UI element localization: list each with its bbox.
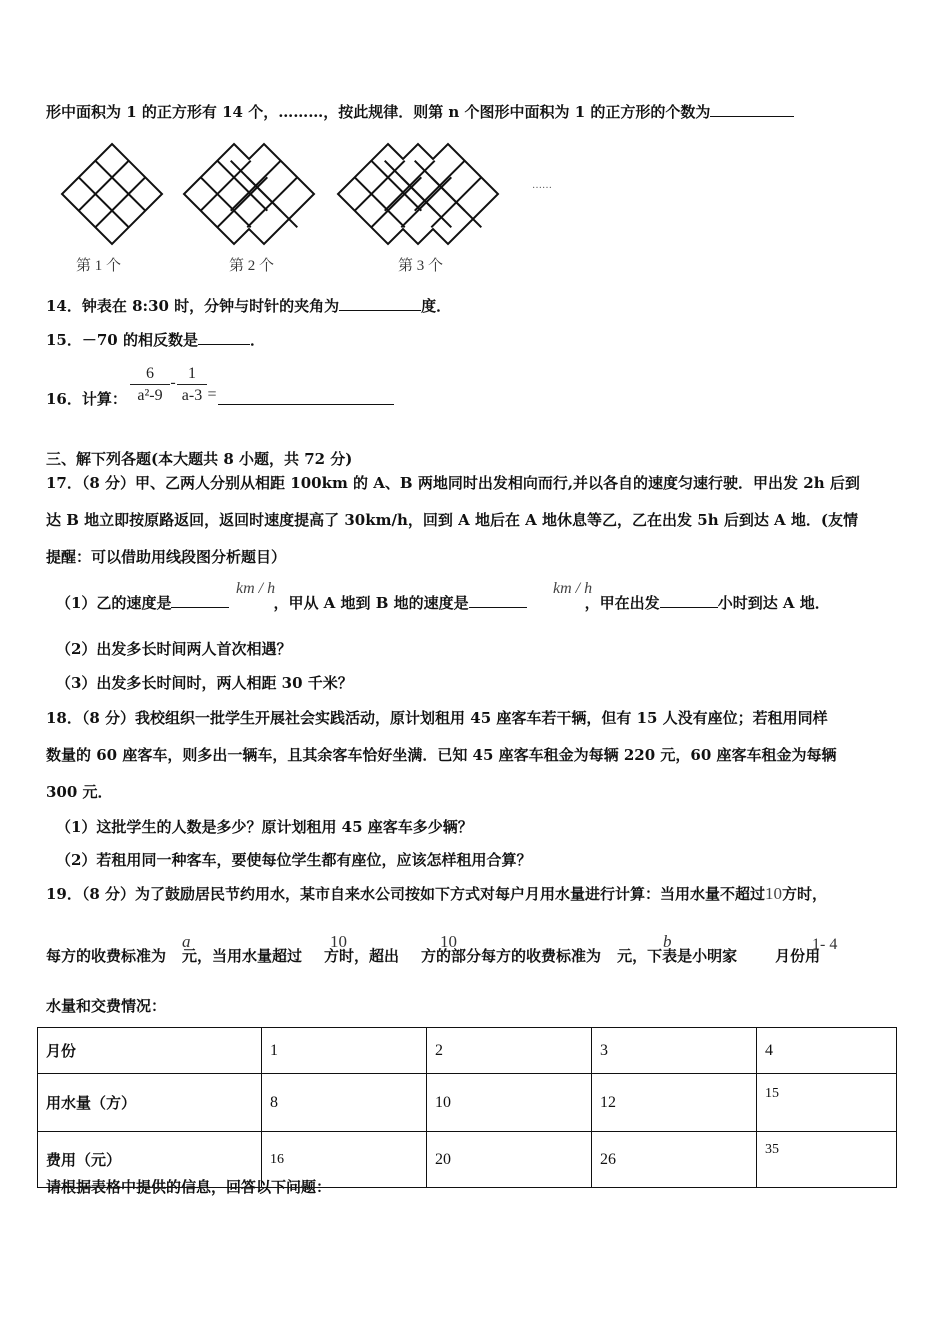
q13-line bbox=[46, 102, 794, 122]
q14-answer-blank[interactable] bbox=[339, 296, 421, 311]
q19-followup: 请根据表格中提供的信息，回答以下问题： bbox=[46, 1178, 332, 1196]
q15-answer-blank[interactable] bbox=[198, 330, 250, 345]
table-cell-month-2: 2 bbox=[427, 1028, 592, 1074]
q17-blank-1[interactable] bbox=[171, 593, 229, 608]
q17-p1-text-d: 小时到达 A 地． bbox=[717, 594, 830, 612]
q16-equals: = bbox=[207, 386, 217, 403]
q17-blank-3[interactable] bbox=[660, 593, 718, 608]
section-3-title: 三、解下列各题(本大题共 8 小题，共 72 分) bbox=[46, 450, 353, 468]
q18-line-1: 18．（8 分）我校组织一批学生开展社会实践活动，原计划租用 45 座客车若干辆，但有 15 人没有座位；若租用同样 bbox=[46, 709, 828, 727]
q15-end: ． bbox=[249, 331, 265, 349]
q16-numerator-2: 1 bbox=[188, 365, 196, 382]
q17-unit-1: km / h bbox=[236, 580, 276, 597]
table-cell-usage-1: 8 bbox=[262, 1074, 427, 1132]
q19-text-2c: 方时，超出 bbox=[324, 947, 400, 965]
q13-answer-blank[interactable] bbox=[710, 102, 794, 117]
q19-var-a: a bbox=[182, 932, 191, 951]
q17-blank-2[interactable] bbox=[469, 593, 527, 608]
water-usage-table bbox=[37, 1027, 897, 1188]
q16-answer-blank[interactable] bbox=[218, 390, 394, 405]
q19-text-2f: 月份用 bbox=[775, 947, 821, 965]
q18-line-3: 300 元． bbox=[46, 783, 113, 801]
table-row-month bbox=[38, 1028, 897, 1074]
q19-text-2e: 元，下表是小明家 bbox=[617, 947, 738, 965]
q16-fraction-2 bbox=[177, 364, 207, 407]
table-cell-usage-4: 15 bbox=[757, 1074, 897, 1132]
q19-text-2b: 元，当用水量超过 bbox=[182, 947, 303, 965]
figure-1 bbox=[60, 142, 164, 246]
q13-text: 形中面积为 1 的正方形有 14 个，………，按此规律．则第 n 个图形中面积为 1 的正方形的个数为 bbox=[46, 103, 711, 121]
q19-ten-1: 10 bbox=[765, 884, 783, 903]
q16-numerator-1: 6 bbox=[146, 365, 154, 382]
table-cell-month-3: 3 bbox=[592, 1028, 757, 1074]
q17-line-2: 达 B 地立即按原路返回，返回时速度提高了 30km/h，回到 A 地后在 A 地休息等乙，乙在出发 5h 后到达 A 地．(友情 bbox=[46, 511, 859, 529]
figure-2-caption: 第 2 个 bbox=[229, 258, 275, 274]
table-cell-usage-3: 12 bbox=[592, 1074, 757, 1132]
table-cell-month-1: 1 bbox=[262, 1028, 427, 1074]
table-cell-month-4: 4 bbox=[757, 1028, 897, 1074]
figure-3-caption: 第 3 个 bbox=[398, 258, 444, 274]
table-cell-fee-2: 20 bbox=[427, 1132, 592, 1188]
q19-line-3: 水量和交费情况： bbox=[46, 997, 167, 1015]
q14-text: 14．钟表在 8:30 时，分钟与时针的夹角为 bbox=[46, 297, 340, 315]
q15-text: 15．－70 的相反数是 bbox=[46, 331, 198, 349]
q17-p1-text-a: （1）乙的速度是 bbox=[56, 594, 172, 612]
q19-text-2d: 方的部分每方的收费标准为 bbox=[421, 947, 602, 965]
q16-denominator-2: a-3 bbox=[177, 384, 207, 407]
q16-fraction-1 bbox=[130, 364, 170, 407]
q19-ten-2: 10 bbox=[330, 932, 347, 951]
q17-part-1 bbox=[56, 593, 830, 613]
table-header-fee: 费用（元） bbox=[38, 1132, 262, 1188]
q17-unit-2: km / h bbox=[553, 580, 593, 597]
q19-month-range: 1- 4 bbox=[812, 936, 838, 953]
q18-part-2: （2）若租用同一种客车，要使每位学生都有座位，应该怎样租用合算？ bbox=[56, 851, 532, 869]
table-row-usage bbox=[38, 1074, 897, 1132]
q17-p1-text-b: ，甲从 A 地到 B 地的速度是 bbox=[273, 594, 469, 612]
q14-line bbox=[46, 296, 451, 316]
q16-label: 16．计算： bbox=[46, 390, 127, 408]
q19-text-2a: 每方的收费标准为 bbox=[46, 947, 167, 965]
q19-ten-3: 10 bbox=[440, 932, 457, 951]
q19-line-1 bbox=[46, 884, 827, 904]
q17-p1-text-c: ，甲在出发 bbox=[584, 594, 660, 612]
figure-3 bbox=[336, 142, 508, 246]
q15-line bbox=[46, 330, 265, 350]
q16-minus: - bbox=[170, 374, 176, 391]
q17-part-3: （3）出发多长时间时，两人相距 30 千米？ bbox=[56, 674, 353, 692]
q17-part-2: （2）出发多长时间两人首次相遇？ bbox=[56, 640, 292, 658]
table-cell-fee-1: 16 bbox=[262, 1132, 427, 1188]
q19-var-b: b bbox=[663, 932, 672, 951]
q19-text-1b: 方时， bbox=[782, 885, 828, 903]
table-header-usage: 用水量（方） bbox=[38, 1074, 262, 1132]
q18-part-1: （1）这批学生的人数是多少？原计划租用 45 座客车多少辆？ bbox=[56, 818, 473, 836]
table-header-month: 月份 bbox=[38, 1028, 262, 1074]
figure-2 bbox=[182, 142, 316, 246]
table-cell-fee-4: 35 bbox=[757, 1132, 897, 1188]
q19-line-2 bbox=[46, 946, 820, 966]
table-cell-fee-3: 26 bbox=[592, 1132, 757, 1188]
q19-text-1a: 19．（8 分）为了鼓励居民节约用水，某市自来水公司按如下方式对每户月用水量进行计算：当用水量不超过 bbox=[46, 885, 766, 903]
q18-line-2: 数量的 60 座客车，则多出一辆车，且其余客车恰好坐满．已知 45 座客车租金为每辆 220 元，60 座客车租金为每辆 bbox=[46, 746, 837, 764]
q14-unit: 度． bbox=[421, 297, 452, 315]
table-cell-usage-2: 10 bbox=[427, 1074, 592, 1132]
figure-1-caption: 第 1 个 bbox=[76, 258, 122, 274]
figure-ellipsis: …… bbox=[532, 180, 552, 191]
q17-line-1: 17．（8 分）甲、乙两人分别从相距 100km 的 A、B 两地同时出发相向而行,并以各自的速度匀速行驶．甲出发 2h 后到 bbox=[46, 474, 860, 492]
q17-line-3: 提醒：可以借助用线段图分析题目） bbox=[46, 548, 287, 566]
q16-denominator-1: a²-9 bbox=[130, 384, 170, 407]
